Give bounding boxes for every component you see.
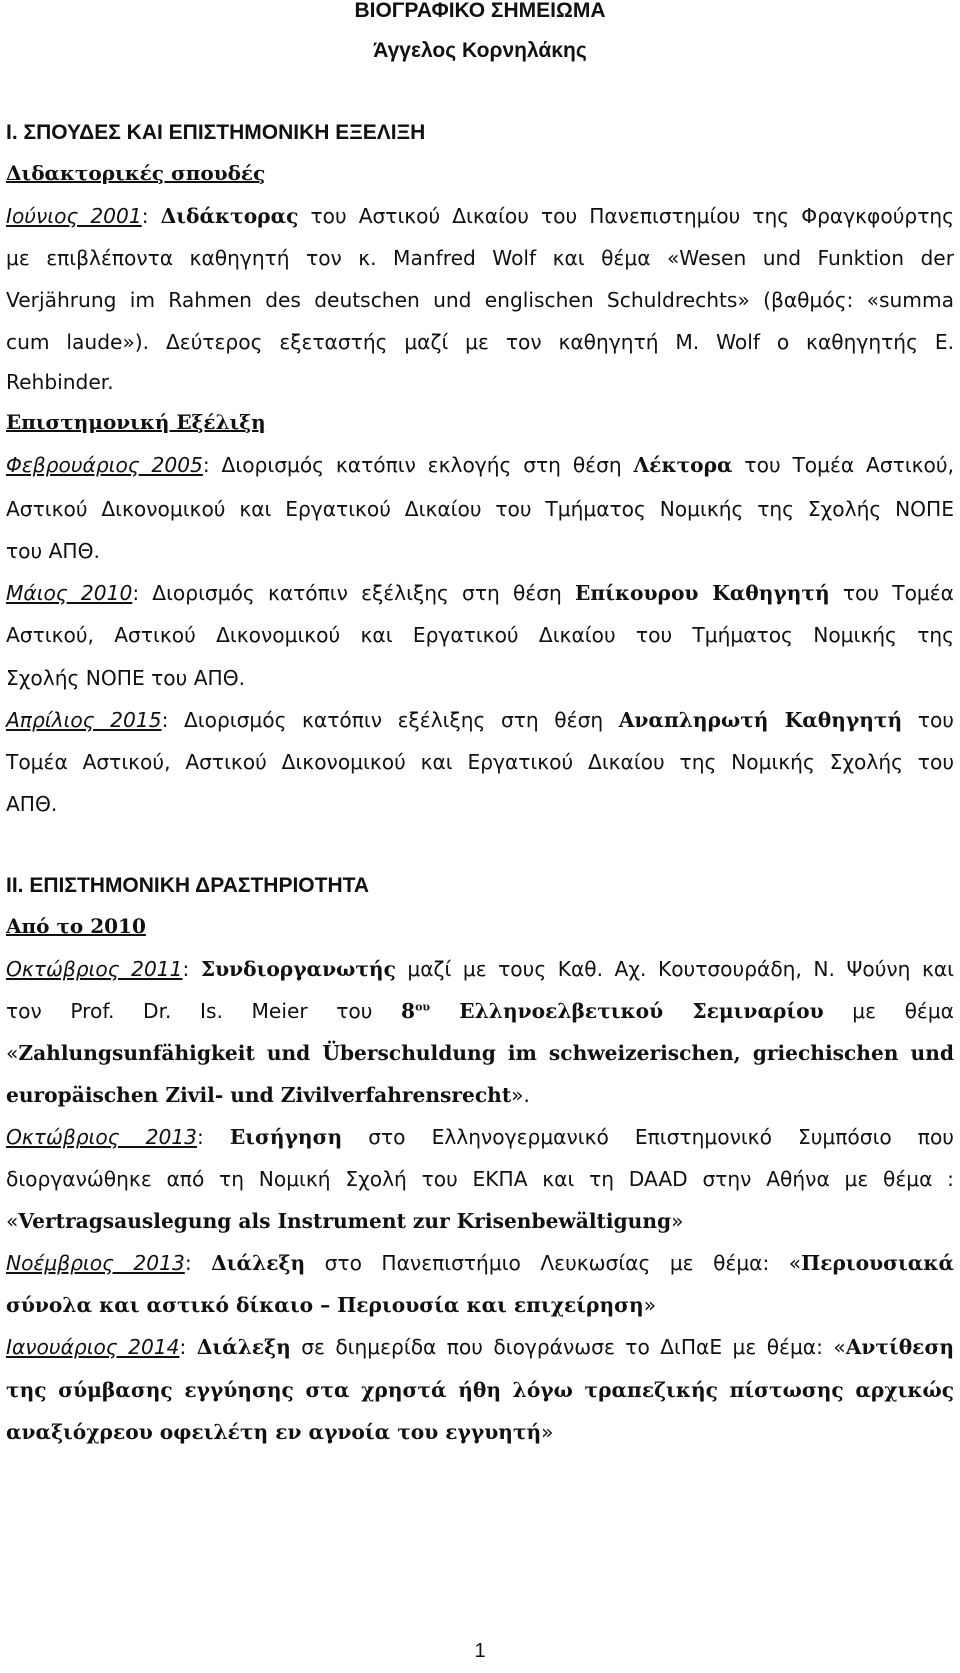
doctoral-heading: Διδακτορικές σπουδές [6,161,266,185]
entry-date: Ιανουάριος 2014 [6,1335,180,1359]
text: » [541,1420,554,1444]
text: : [179,1335,197,1359]
entry-date: Απρίλιος 2015 [6,708,162,732]
bold-text: Αναπληρωτή Καθηγητή [618,708,903,732]
text: του Τομέα [829,581,954,605]
entry-date: Οκτώβριος 2011 [6,957,183,981]
text: στο Ελληνογερμανικό Επιστημονικό Συμπόσιο που [342,1125,954,1149]
text: : Διορισμός κατόπιν εξέλιξης στη θέση [132,581,575,605]
bold-text: Zahlungsunfähigkeit und Überschuldung im schweizerischen, griechischen und [18,1041,954,1065]
doctoral-line-4: cum laude»). Δεύτερος εξεταστής μαζί με τον καθηγητή M. Wolf ο καθηγητής E. [6,330,954,354]
page-number: 1 [474,1640,486,1662]
document-title: ΒΙΟΓΡΑΦΙΚΟ ΣΗΜΕΙΩΜΑ [354,0,606,22]
doctoral-line-2: με επιβλέποντα καθηγητή τον κ. Manfred Wolf και θέμα «Wesen und Funktion der [6,246,954,270]
activity-1-line-4 [6,1080,954,1110]
since-heading: Από το 2010 [6,914,146,938]
activity-1-line-2 [6,996,954,1026]
evolution-entry-2-line-3: Σχολής ΝΟΠΕ του ΑΠΘ. [6,666,246,690]
evolution-entry-1-line-1 [6,450,954,480]
bold-text: Διάλεξη [196,1335,291,1359]
author-name: Άγγελος Κορνηλάκης [373,39,587,62]
bold-text: αναξιόχρεου οφειλέτη εν αγνοία του εγγυητή [6,1420,542,1444]
text: : [182,957,201,981]
evolution-entry-3-line-1 [6,705,954,735]
activity-2-line-1 [6,1122,954,1152]
superscript: ου [415,1000,431,1014]
bold-text: Διάλεξη [211,1251,306,1275]
activity-4-line-3 [6,1417,954,1447]
text: » [643,1293,657,1317]
section1-heading: Ι. ΣΠΟΥΔΕΣ ΚΑΙ ΕΠΙΣΤΗΜΟΝΙΚΗ ΕΞΕΛΙΞΗ [6,121,426,144]
activity-4-line-1 [6,1332,954,1362]
text: » [671,1209,684,1233]
text: στο Πανεπιστήμιο Λευκωσίας με θέμα: « [305,1251,802,1275]
section2-heading: ΙΙ. ΕΠΙΣΤΗΜΟΝΙΚΗ ΔΡΑΣΤΗΡΙΟΤΗΤΑ [6,874,370,897]
evolution-entry-1-line-2: Αστικού Δικονομικού και Εργατικού Δικαίου του Τμήματος Νομικής της Σχολής ΝΟΠΕ [6,497,954,521]
bold-text: Ελληνοελβετικού Σεμιναρίου [430,999,824,1023]
text: : Διορισμός κατόπιν εξέλιξης στη θέση [161,708,619,732]
entry-date: Νοέμβριος 2013 [6,1251,185,1275]
evolution-entry-3-line-3: ΑΠΘ. [6,792,58,816]
text: « [6,1209,19,1233]
doctoral-line-5: Rehbinder. [6,370,114,394]
bold-text: Περιουσιακά [801,1251,954,1275]
bold-text: Διδάκτορας [160,204,299,228]
evolution-entry-3-line-2: Τομέα Αστικού, Αστικού Δικονομικού και Εργατικού Δικαίου της Νομικής Σχολής του [6,750,954,774]
activity-1-line-1 [6,954,954,984]
activity-3-line-1 [6,1248,954,1278]
text: : [184,1251,212,1275]
bold-text: 8 [401,999,416,1023]
doctoral-line-1: Ιούνιος 2001: Διδάκτορας του Αστικού Δικαίου του Πανεπιστημίου της Φραγκφούρτης [6,204,955,228]
activity-1-line-3 [6,1038,954,1068]
bold-text: Αντίθεση [845,1335,955,1359]
text: του [902,708,954,732]
entry-date: Ιούνιος 2001 [6,204,142,228]
evolution-heading: Επιστημονική Εξέλιξη [6,410,266,434]
activity-4-line-2 [6,1375,954,1405]
text: : [197,1125,230,1149]
activity-2-line-2: διοργανώθηκε από τη Νομική Σχολή του ΕΚΠΑ και τη DAAD στην Αθήνα με θέμα : [6,1167,954,1191]
entry-date: Φεβρουάριος 2005 [6,453,203,477]
evolution-entry-2-line-1 [6,578,954,608]
text: : Διορισμός κατόπιν εκλογής στη θέση [202,453,634,477]
text: τον Prof. Dr. Is. Meier του [6,999,402,1023]
text: μαζί με τους Καθ. Αχ. Κουτσουράδη, Ν. Ψούνη και [395,957,954,981]
bold-text: Συνδιοργανωτής [200,957,396,981]
activity-2-line-3 [6,1206,954,1236]
text: « [6,1041,19,1065]
bold-text: Λέκτορα [633,453,733,477]
bold-text: της σύμβασης εγγύησης στα χρηστά ήθη λόγω τραπεζικής πίστωσης αρχικώς [6,1378,954,1402]
text: του Αστικού Δικαίου του Πανεπιστημίου της Φραγκφούρτης [298,204,955,228]
bold-text: Vertragsauslegung als Instrument zur Krisenbewältigung [18,1209,672,1233]
bold-text: Εισήγηση [229,1125,343,1149]
bold-text: europäischen Zivil- und Zivilverfahrensrecht [6,1083,512,1107]
activity-3-line-2 [6,1290,954,1320]
evolution-entry-1-line-3: του ΑΠΘ. [6,539,100,563]
text: του Τομέα Αστικού, [732,453,954,477]
text: σε διημερίδα που διογράνωσε το ΔιΠαΕ με θέμα: « [290,1335,846,1359]
bold-text: Επίκουρου Καθηγητή [574,581,830,605]
entry-date: Μάιος 2010 [6,581,133,605]
bold-text: σύνολα και αστικό δίκαιο – Περιουσία και επιχείρηση [6,1293,644,1317]
doctoral-line-3: Verjährung im Rahmen des deutschen und englischen Schuldrechts» (βαθμός: «summa [6,288,954,312]
text: ». [511,1083,530,1107]
entry-date: Οκτώβριος 2013 [6,1125,198,1149]
evolution-entry-2-line-2: Αστικού, Αστικού Δικονομικού και Εργατικού Δικαίου του Τμήματος Νομικής της [6,623,954,647]
text: με θέμα [823,999,954,1023]
